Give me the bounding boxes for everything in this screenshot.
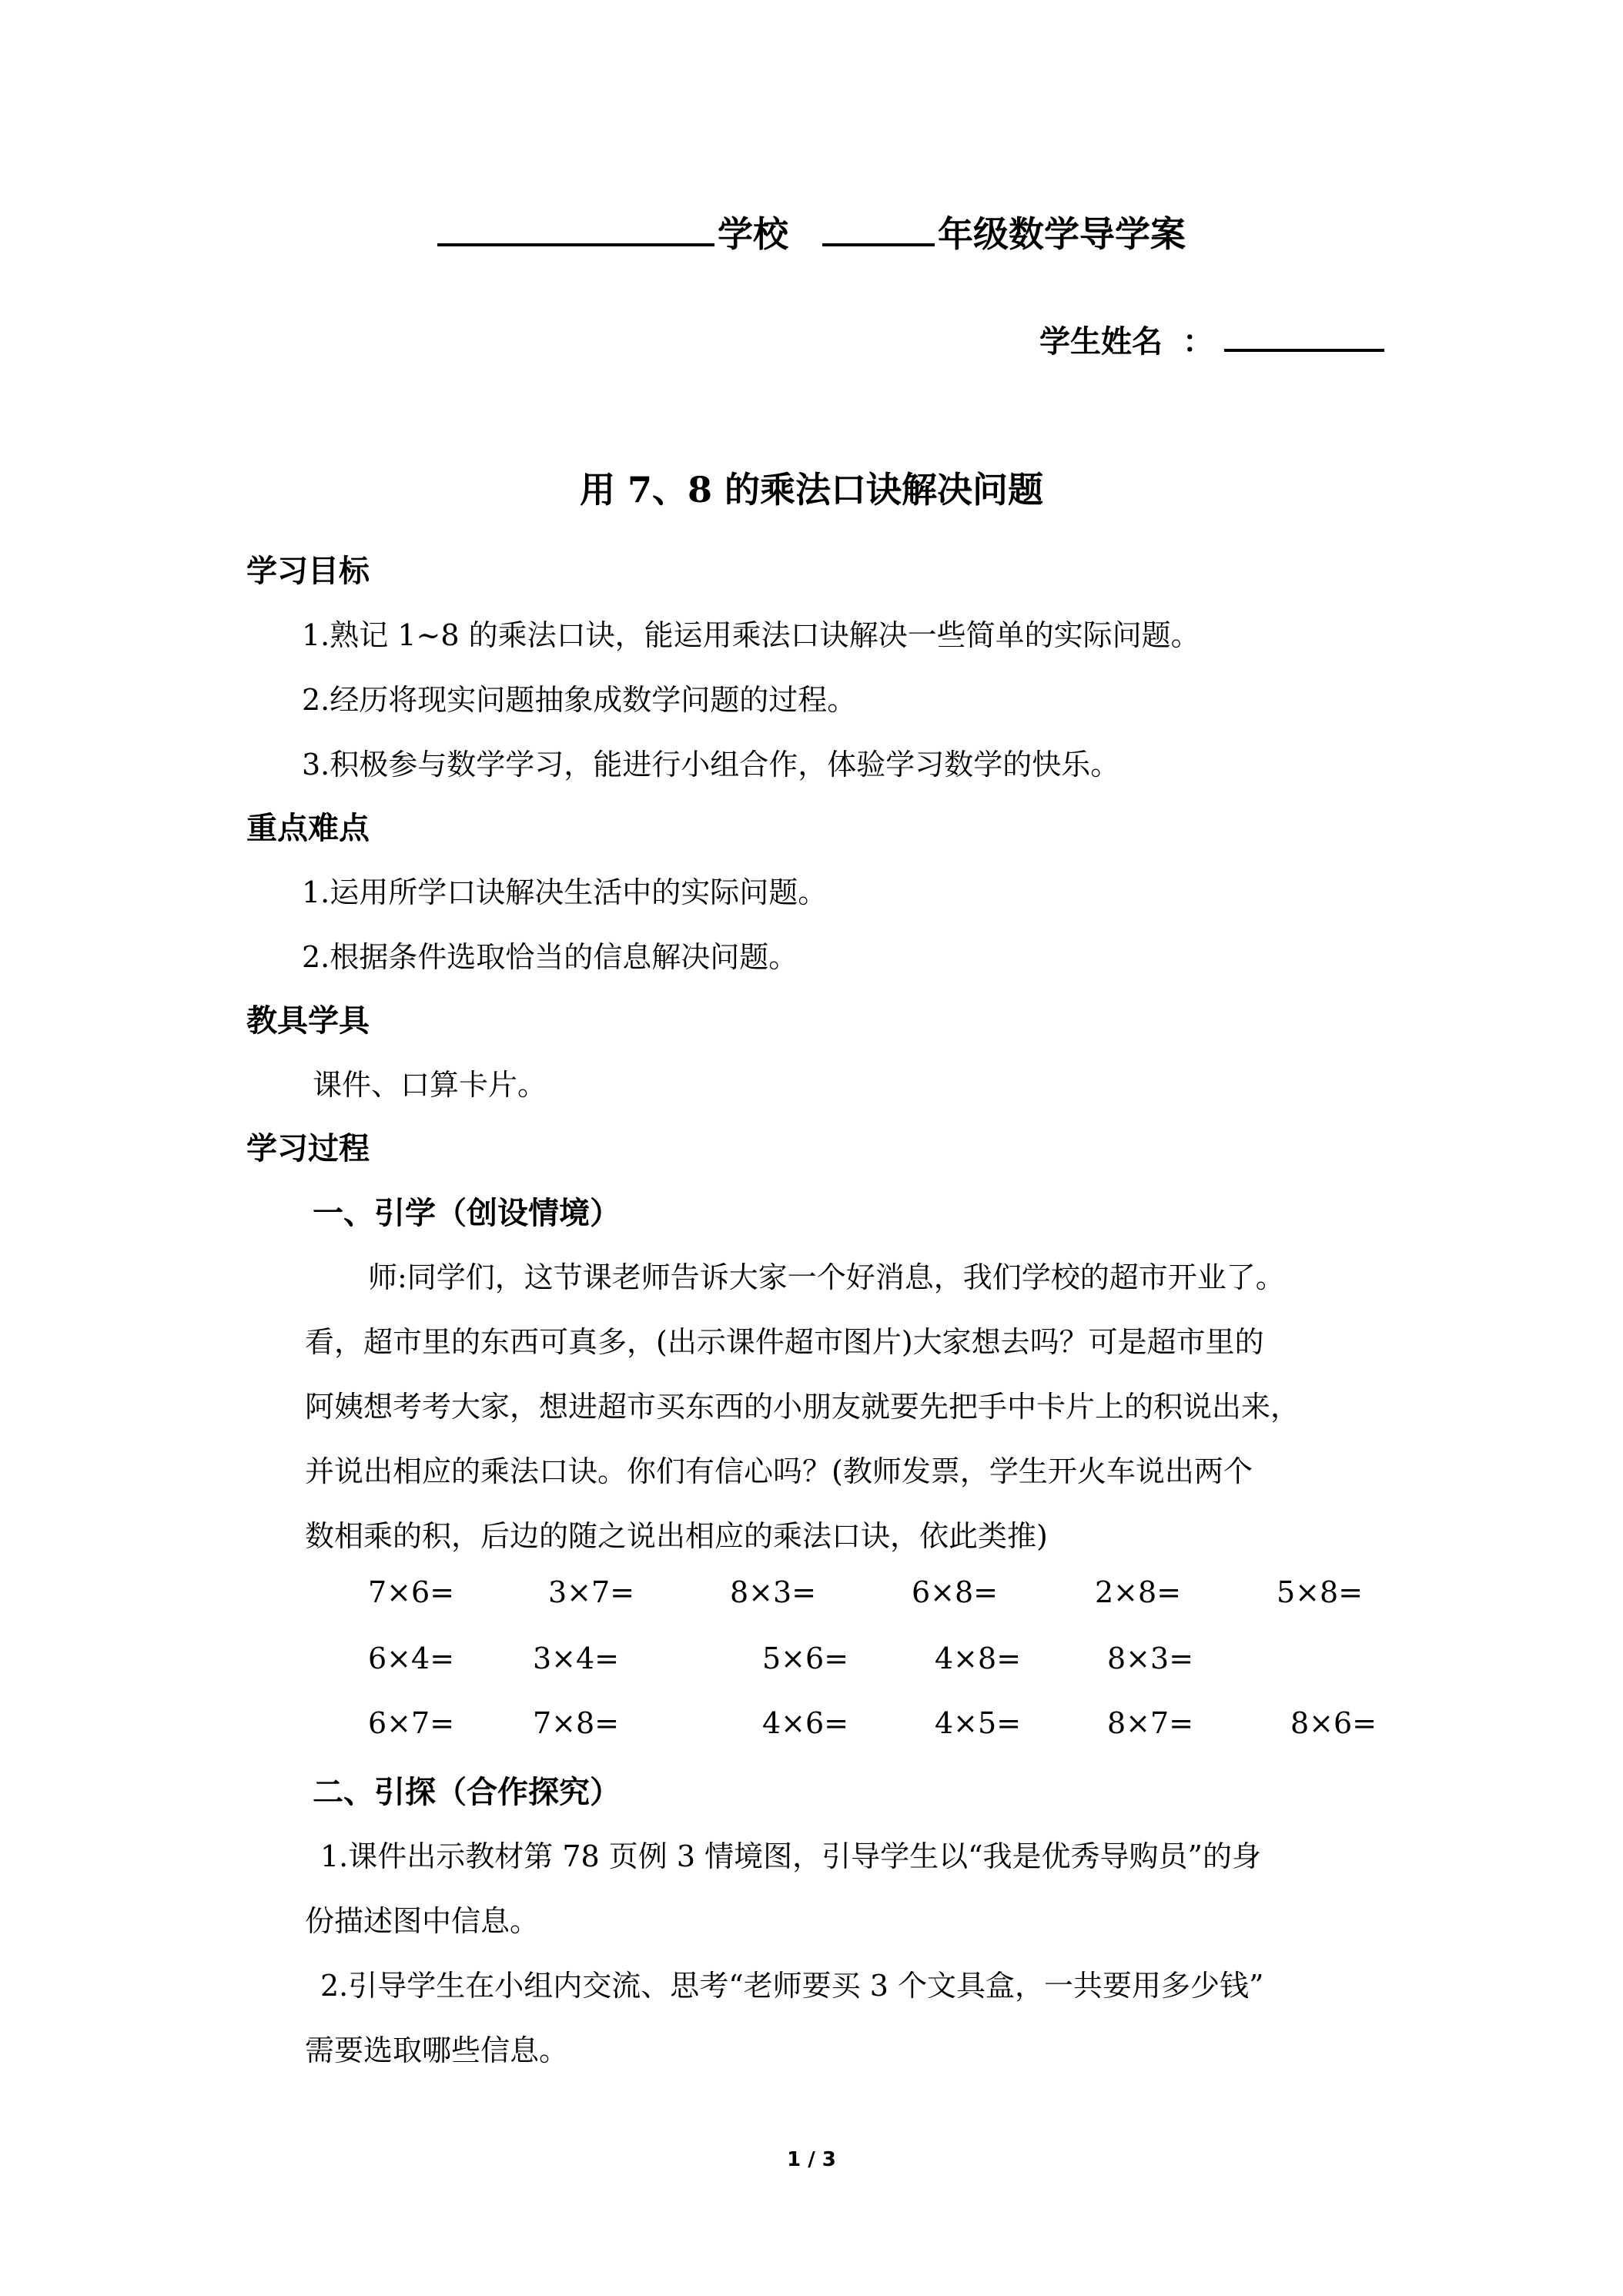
part1-line-5: 数相乘的积，后边的随之说出相应的乘法口诀，依此类推) — [305, 1519, 1048, 1553]
part1-line-3: 阿姨想考考大家，想进超市买东西的小朋友就要先把手中卡片上的积说出来， — [305, 1390, 1300, 1424]
multiplication-item: 7×6= — [368, 1575, 455, 1609]
multiplication-item: 2×8= — [1095, 1575, 1182, 1609]
multiplication-item: 8×3= — [1107, 1642, 1194, 1675]
multiplication-item: 8×6= — [1290, 1706, 1377, 1740]
part2-line-1: 1.课件出示教材第 78 页例 3 情境图，引导学生以“我是优秀导购员”的身 — [320, 1839, 1261, 1873]
multiplication-item: 8×3= — [730, 1575, 817, 1609]
document-header — [0, 206, 1623, 257]
multiplication-item: 6×7= — [368, 1706, 455, 1740]
school-suffix: 学校 — [718, 213, 788, 255]
page-number: 1 / 3 — [787, 2148, 836, 2171]
part2-line-4: 需要选取哪些信息。 — [305, 2033, 569, 2067]
school-blank[interactable] — [437, 213, 714, 246]
process-heading: 学习过程 — [246, 1131, 370, 1166]
multiplication-item: 4×5= — [935, 1706, 1022, 1740]
multiplication-item: 8×7= — [1107, 1706, 1194, 1740]
multiplication-item: 6×8= — [912, 1575, 999, 1609]
multiplication-item: 4×8= — [935, 1642, 1022, 1675]
multiplication-item: 7×8= — [533, 1706, 620, 1740]
goal-item-2: 2.经历将现实问题抽象成数学问题的过程。 — [302, 683, 857, 717]
student-name-colon: ： — [1183, 323, 1213, 360]
multiplication-item: 4×6= — [762, 1706, 849, 1740]
student-name-blank[interactable] — [1224, 321, 1384, 352]
grade-suffix: 年级数学导学案 — [938, 213, 1186, 255]
tools-heading: 教具学具 — [246, 1003, 370, 1039]
goals-heading: 学习目标 — [246, 554, 370, 589]
key-point-item-2: 2.根据条件选取恰当的信息解决问题。 — [302, 940, 798, 974]
grade-blank[interactable] — [822, 213, 935, 246]
multiplication-item: 3×4= — [533, 1642, 620, 1675]
part1-line-2: 看，超市里的东西可真多，(出示课件超市图片)大家想去吗？可是超市里的 — [305, 1325, 1264, 1359]
multiplication-item: 3×7= — [548, 1575, 635, 1609]
part2-heading: 二、引探（合作探究） — [313, 1775, 621, 1810]
key-points-heading: 重点难点 — [246, 811, 370, 846]
lesson-title: 用 7、8 的乘法口诀解决问题 — [579, 469, 1044, 510]
student-name-label: 学生姓名 — [1039, 323, 1163, 360]
tools-text: 课件、口算卡片。 — [313, 1068, 547, 1102]
part2-line-3: 2.引导学生在小组内交流、思考“老师要买 3 个文具盒，一共要用多少钱” — [320, 1969, 1264, 2003]
key-point-item-1: 1.运用所学口诀解决生活中的实际问题。 — [302, 875, 828, 909]
part1-heading: 一、引学（创设情境） — [313, 1196, 621, 1231]
student-name-line — [1039, 317, 1384, 361]
part1-line-1: 师:同学们，这节课老师告诉大家一个好消息，我们学校的超市开业了。 — [368, 1260, 1285, 1294]
part1-line-4: 并说出相应的乘法口诀。你们有信心吗？(教师发票，学生开火车说出两个 — [305, 1454, 1253, 1488]
multiplication-item: 6×4= — [368, 1642, 455, 1675]
multiplication-item: 5×8= — [1277, 1575, 1364, 1609]
multiplication-item: 5×6= — [762, 1642, 849, 1675]
part2-line-2: 份描述图中信息。 — [305, 1904, 540, 1938]
goal-item-3: 3.积极参与数学学习，能进行小组合作，体验学习数学的快乐。 — [302, 748, 1120, 782]
goal-item-1: 1.熟记 1~8 的乘法口诀，能运用乘法口诀解决一些简单的实际问题。 — [302, 618, 1200, 652]
